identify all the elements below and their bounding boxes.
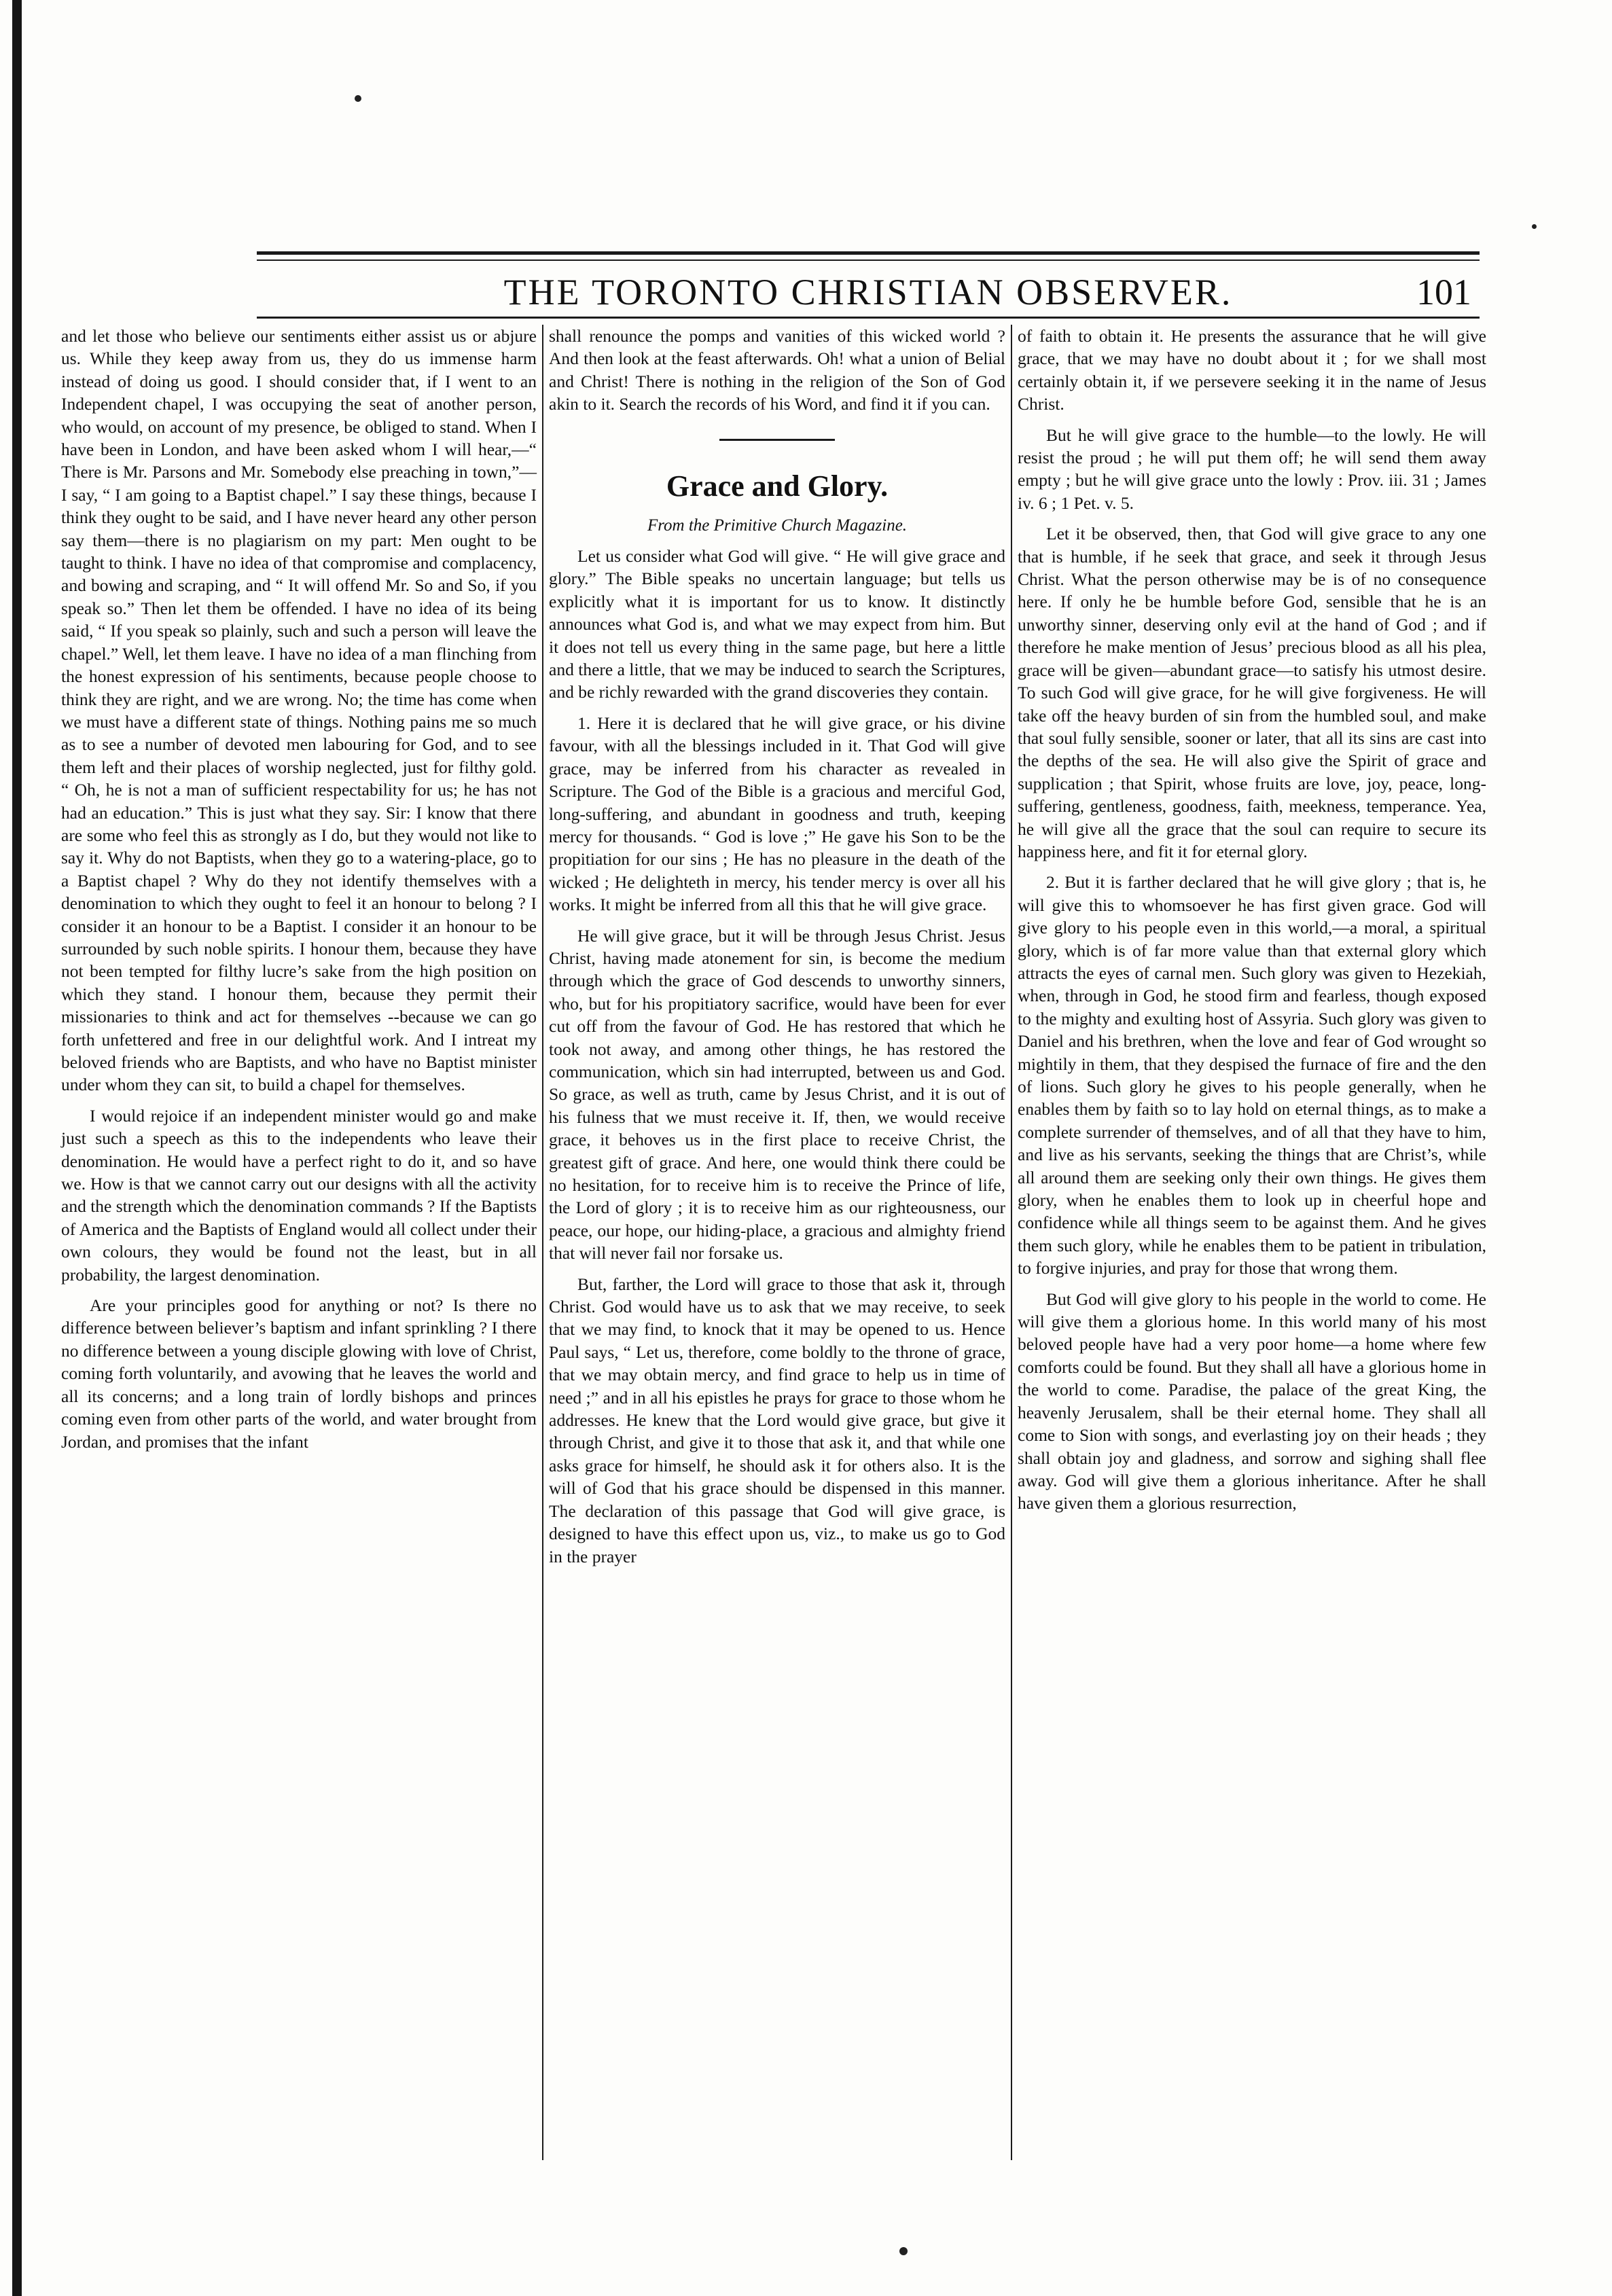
column-1 <box>61 325 537 2153</box>
column-2 <box>549 325 1005 2153</box>
column-3 <box>1018 325 1486 2153</box>
body-paragraph: Let it be observed, then, that God will give grace to any one that is humble, if he seek that grace, and seek it through Jesus Christ. What the person otherwise may be is of no consequence here. If only he be humble before God, sensible that he is an unworthy sinner, deserving only evil at the hand of God ; and if therefore he make mention of Jesus’ precious blood as all his plea, grace will be given—abundant grace—to satisfy his utmost desire. To such God will give grace, for he will give forgiveness. He will take off the heavy burden of sin from the humbled soul, and make that soul fully sensible, sooner or later, that all its sins are cast into the depths of the sea. He will also give the Spirit of grace and supplication ; that Spirit, whose fruits are love, joy, peace, long-suffering, gentleness, goodness, faith, meekness, temperance. Yea, he will give all the grace that the soul can require to secure its happiness here, and fit it for eternal glory. <box>1018 524 1486 861</box>
body-paragraph: He will give grace, but it will be through Jesus Christ. Jesus Christ, having made atonement for sin, is become the medium through which the grace of God descends to unworthy sinners, who, but for his propitiatory sacrifice, would have been for ever cut off from the favour of God. He has restored that which he took not away, and among other things, he has restored the communication, which sin had interrupted, between us and God. So grace, as well as truth, came by Jesus Christ, and it is out of his fulness that we must receive it. If, then, we would receive grace, it behoves us in the first place to receive Christ, the greatest gift of grace. And here, one would think there could be no hesitation, for to receive him is to receive the Prince of life, the Lord of glory ; it is to receive him as our righteousness, our peace, our hope, our hiding-place, a gracious and almighty friend that will never fail nor forsake us. <box>549 925 1005 1263</box>
body-paragraph: shall renounce the pomps and vanities of this wicked world ? And then look at the feast afterwards. Oh! what a union of Belial and Christ! There is nothing in the religion of the Son of God akin to it. Search the records of his Word, and find it if you can. <box>549 326 1005 414</box>
body-paragraph: Let us consider what God will give. “ He will give grace and glory.” The Bible speaks no uncertain language; but tells us explicitly what it is important for us to know. It distinctly announces what God is, and what we may expect from him. But it does not tell us every thing in the same page, but here a little and there a little, that we may be induced to search the Scriptures, and be richly rewarded with the grand discoveries they contain. <box>549 546 1005 702</box>
ink-speck <box>355 95 361 102</box>
column-divider-2 <box>1011 325 1012 2160</box>
header-rule-bottom <box>257 317 1480 319</box>
publication-title: THE TORONTO CHRISTIAN OBSERVER. <box>503 272 1233 312</box>
header-rule-top <box>257 251 1480 255</box>
ink-speck <box>1532 224 1537 229</box>
body-paragraph: But he will give grace to the humble—to the lowly. He will resist the proud ; he will put them off; he will send them away empty ; but he will give grace unto the lowly : Prov. iii. 31 ; James iv. 6 ; 1 Pet. v. 5. <box>1018 425 1486 513</box>
body-paragraph: But, farther, the Lord will grace to those that ask it, through Christ. God would have us to ask that we may receive, to seek that we may find, to knock that it may be opened to us. Hence Paul says, “ Let us, therefore, come boldly to the throne of grace, that we may obtain mercy, and find grace to help us in time of need ;” and in all his epistles he prays for grace to those whom he addresses. He knew that the Lord would give grace, but give it through Christ, and give it to those that ask it, and that while one asks grace for himself, he should ask it for others also. It is the will of God that his grace should be dispensed in this manner. The declaration of this passage that God will give grace, is designed to have this effect upon us, viz., to make us go to God in the prayer <box>549 1274 1005 1566</box>
page-number: 101 <box>1416 272 1471 312</box>
body-paragraph: and let those who believe our sentiments either assist us or abjure us. While they keep away from us, they do us immense harm instead of doing us good. I should consider that, if I went to an Independent chapel, I was occupying the seat of another person, who would, on account of my presence, be obliged to stand. When I have been in London, and have been asked whom I will hear,—“ There is Mr. Parsons and Mr. Somebody else preaching in town,”—I say, “ I am going to a Baptist chapel.” I say these things, because I think they ought to be said, and I have never heard any other person say them—there is no plagiarism on my part: Men ought to be taught to think. I have no idea of that compromise and complacency, and bowing and scraping, and “ It will offend Mr. So and So, if you speak so.” Then let them be offended. I have no idea of its being said, “ If you speak so plainly, such and such a person will leave the chapel.” Well, let them leave. I have no idea of a man flinching from the honest expression of his sentiments, because people choose to think they are right, and we are wrong. No; the time has come when we must have a different state of things. Nothing pains me so much as to see a number of devoted men labouring for God, and to see them left and their places of worship neglected, just for filthy gold. “ Oh, he is not a man of sufficient respectability for us; he has not had an education.” This is just what they say. Sir: I know that there are some who feel this as strongly as I do, but they would not like to say it. Why do not Baptists, when they go to a watering-place, go to a Baptist chapel ? Why do they not identify themselves with a denomination to which they ought to feel it an honour to belong ? I consider it an honour to be a Baptist. I consider it an honour to be surrounded by such noble spirits. I honour them, because they have not been tempted for filthy lucre’s sake from the high position on which they stand. I honour them, because they permit their missionaries to think and act for themselves --because we can go forth unfettered and free in our delightful work. And I intreat my beloved friends who are Baptists, and who have no Baptist minister under whom they can sit, to build a chapel for themselves. <box>61 326 537 1095</box>
header-rule-double <box>257 259 1480 261</box>
masthead <box>257 272 1480 312</box>
body-paragraph: Are your principles good for anything or not? Is there no difference between believer’s baptism and infant sprinkling ? I there no difference between a young disciple glowing with love of Christ, coming forth voluntarily, and avowing that he leaves the world and all its concerns; and a long train of lordly bishops and princes coming even from other parts of the world, and water brought from Jordan, and promises that the infant <box>61 1295 537 1452</box>
article-separator <box>719 439 835 441</box>
ink-speck <box>899 2247 908 2255</box>
column-divider-1 <box>542 325 543 2160</box>
body-paragraph: But God will give glory to his people in the world to come. He will give them a glorious home. In this world many of his most beloved people have had a very poor home—a home where few comforts could be found. But they shall all have a glorious home in the world to come. Paradise, the palace of the great King, the heavenly Jerusalem, shall be their eternal home. They shall all come to Sion with songs, and everlasting joy on their heads ; they shall obtain joy and gladness, and sorrow and sighing shall flee away. God will give them a glorious inheritance. After he shall have given them a glorious resurrection, <box>1018 1289 1486 1513</box>
article-source: From the Primitive Church Magazine. <box>647 516 908 535</box>
body-paragraph: 2. But it is farther declared that he will give glory ; that is, he will give this to whomsoever he has first given grace. God will give glory to his people even in this world,—a moral, a spiritual glory, which is of far more value than that external glory which attracts the eyes of carnal men. Such glory was given to Hezekiah, when, through in God, he stood firm and fearless, though exposed to the mighty and exulting host of Assyria. Such glory was given to Daniel and his brethren, when the love and fear of God wrought so mightily in them, that they despised the furnace of fire and the den of lions. Such glory he gives to his people generally, when he enables them by faith so to lay hold on eternal things, as to make a complete surrender of themselves, and of all that they have to him, and live as his servants, seeking the things that are Christ’s, while all around them are seeking only their own things. He gives them glory, when he enables them to look up in cheerful hope and confidence while all things seem to be against them. And he gives them such glory, while he enables them to be patient in tribulation, to forgive injuries, and pray for those that wrong them. <box>1018 872 1486 1278</box>
body-paragraph: I would rejoice if an independent minister would go and make just such a speech as this to the independents who leave their denomination. He would have a perfect right to do it, and so have we. How is that we cannot carry out our designs with all the activity and the strength which the denomination commands ? If the Baptists of America and the Baptists of England would all collect under their own colours, they would be found not the least, but in all probability, the largest denomination. <box>61 1105 537 1285</box>
body-paragraph: 1. Here it is declared that he will give grace, or his divine favour, with all the blessings included in it. That God will give grace, may be inferred from his character as revealed in Scripture. The God of the Bible is a gracious and merciful God, long-suffering, and abundant in goodness and truth, keeping mercy for thousands. “ God is love ;” He gave his Son to be the propitiation for our sins ; He has no pleasure in the death of the wicked ; He delighteth in mercy, his tender mercy is over all his works. It might be inferred from all this that he will give grace. <box>549 713 1005 915</box>
body-paragraph: of faith to obtain it. He presents the assurance that he will give grace, that we may have no doubt about it ; for we shall most certainly obtain it, if we persevere seeking it in the name of Jesus Christ. <box>1018 326 1486 414</box>
article-title: Grace and Glory. <box>666 469 889 503</box>
scan-edge-shadow <box>12 0 22 2296</box>
